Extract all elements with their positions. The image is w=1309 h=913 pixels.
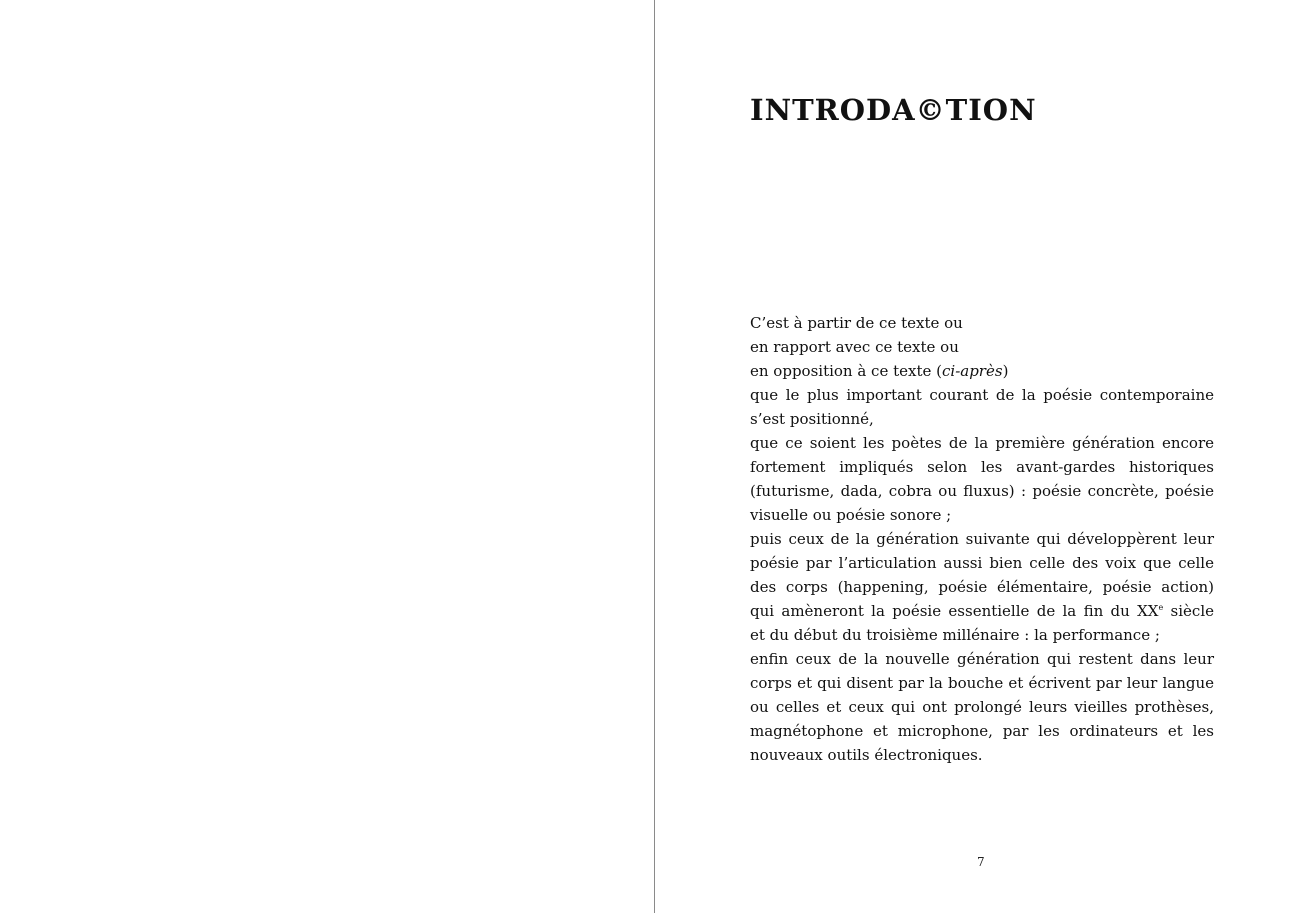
text-line: poésie par l’articulation aussi bien celle des voix que celle (750, 554, 1214, 572)
text-line: s’est positionné, (750, 410, 874, 428)
right-page (655, 0, 1309, 913)
text-line: et du début du troisième millénaire : la performance ; (750, 626, 1160, 644)
text-line: (futurisme, dada, cobra ou fluxus) : poésie concrète, poésie (750, 482, 1214, 500)
text-line: corps et qui disent par la bouche et écrivent par leur langue (750, 674, 1214, 692)
text-line (750, 599, 1214, 623)
left-page-blank (0, 0, 654, 913)
text-line: magnétophone et microphone, par les ordinateurs et les (750, 722, 1214, 740)
italic-segment: ci-après (942, 362, 1003, 380)
text-line: puis ceux de la génération suivante qui développèrent leur (750, 530, 1214, 548)
text-segment: qui amèneront la poésie essentielle de la fin du XX (750, 602, 1159, 620)
text-line: que le plus important courant de la poésie contemporaine (750, 386, 1214, 404)
text-line: visuelle ou poésie sonore ; (750, 506, 952, 524)
text-line: C’est à partir de ce texte ou (750, 314, 963, 332)
text-segment: en opposition à ce texte ( (750, 362, 942, 380)
text-line: ou celles et ceux qui ont prolongé leurs vieilles prothèses, (750, 698, 1214, 716)
page-number-label: 7 (977, 855, 985, 869)
chapter-title: INTRODA©TION (750, 93, 1037, 127)
text-line (750, 359, 1214, 383)
text-line: que ce soient les poètes de la première génération encore (750, 434, 1214, 452)
text-line: nouveaux outils électroniques. (750, 746, 983, 764)
text-segment: siècle (1163, 602, 1214, 620)
text-line: des corps (happening, poésie élémentaire, poésie action) (750, 578, 1214, 596)
text-line: enfin ceux de la nouvelle génération qui restent dans leur (750, 650, 1214, 668)
body-paragraph (750, 311, 1214, 767)
text-line: fortement impliqués selon les avant-gardes historiques (750, 458, 1214, 476)
text-segment: ) (1002, 362, 1009, 380)
text-line: en rapport avec ce texte ou (750, 338, 959, 356)
superscript-segment: e (1158, 603, 1164, 612)
